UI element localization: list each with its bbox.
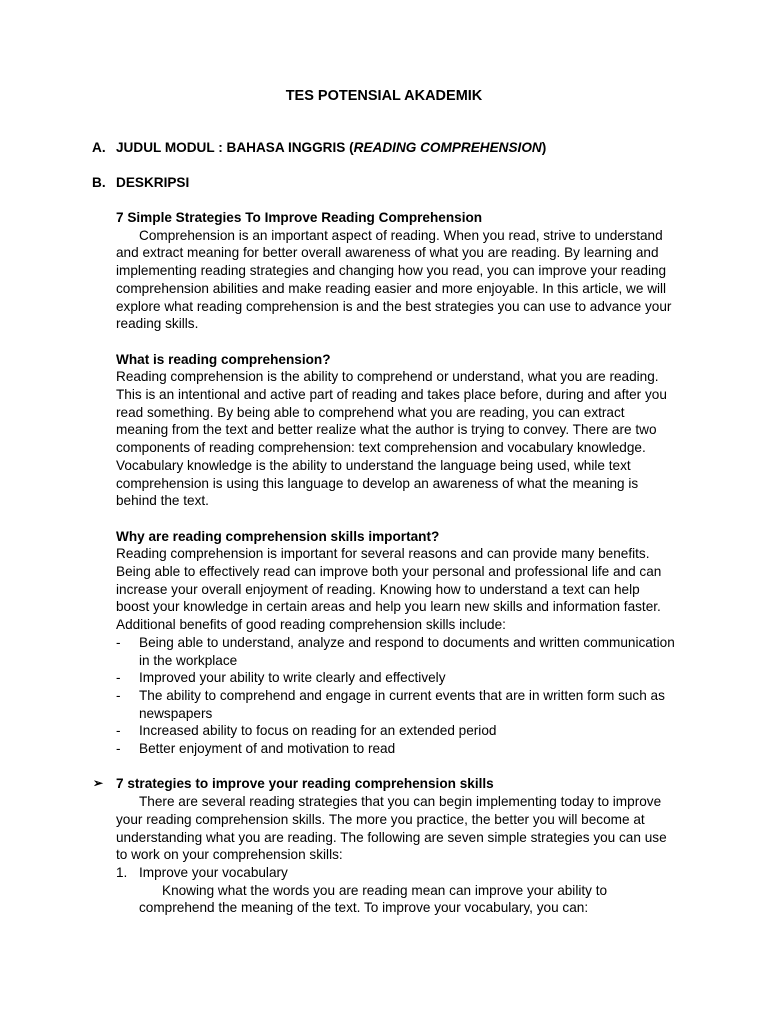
bullet-marker: - <box>116 634 121 650</box>
list-item: - Improved your ability to write clearly and effectively <box>116 670 446 686</box>
benefits-list <box>116 634 676 758</box>
what-is-heading: What is reading comprehension? <box>116 351 331 367</box>
list-item: - Increased ability to focus on reading for an extended period <box>116 723 497 739</box>
benefits-intro: Additional benefits of good reading comprehension skills include: <box>116 617 506 633</box>
section-b-label: DESKRIPSI <box>116 175 190 190</box>
section-a-heading <box>92 138 546 158</box>
strategies-list <box>116 864 676 882</box>
list-number: 1. <box>116 864 128 880</box>
strategy-title: Improve your vocabulary <box>139 864 288 880</box>
intro-paragraph: Comprehension is an important aspect of reading. When you read, strive to understand and extract meaning for better overall awareness of what you are reading. By learning and implementing reading strategies and changing how you read, you can improve your reading comprehension abilities and make reading easier and more enjoyable. In this article, we will explore what reading comprehension is and the best strategies you can use to advance your reading skills. <box>116 227 672 332</box>
document-title: TES POTENSIAL AKADEMIK <box>285 88 483 104</box>
bullet-marker: - <box>116 723 121 739</box>
arrow-bullet-icon: ➢ <box>93 776 104 791</box>
section-a-label: JUDUL MODUL : BAHASA INGGRIS ( <box>116 140 354 155</box>
why-heading: Why are reading comprehension skills important? <box>116 528 440 544</box>
bullet-marker: - <box>116 687 121 703</box>
document-body <box>93 209 676 917</box>
list-item: - Better enjoyment of and motivation to read <box>116 741 396 757</box>
list-item: - Being able to understand, analyze and respond to documents and written communication in the workplace <box>116 634 675 668</box>
why-paragraph: Reading comprehension is important for several reasons and can provide many benefits. Being able to effectively read can improve both your personal and professional life and can increase your overall enjoyment of reading. Knowing how to understand a text can help boost your knowledge in certain areas and help you learn new skills and information faster. <box>116 546 662 615</box>
bullet-marker: - <box>116 670 121 686</box>
section-a-close: ) <box>541 140 547 155</box>
strategies-heading: ➢ 7 strategies to improve your reading comprehension skills <box>93 776 494 792</box>
section-a-letter: A. <box>92 140 106 155</box>
what-is-paragraph: Reading comprehension is the ability to comprehend or understand, what you are reading. This is an intentional and active part of reading and takes place before, during and after you read something. By being able to comprehend what you are reading, you can extract meaning from the text and better realize what the author is trying to convey. There are two components of reading comprehension: text comprehension and vocabulary knowledge. Vocabulary knowledge is the ability to understand the language being used, while text comprehension is using this language to develop an awareness of what the meaning is behind the text. <box>116 369 667 509</box>
strategies-paragraph: There are several reading strategies that you can begin implementing today to improve your reading comprehension skills. The more you practice, the better you will become at understanding what you are reading. The following are seven simple strategies you can use to work on your comprehension skills: <box>116 794 667 863</box>
intro-heading: 7 Simple Strategies To Improve Reading Comprehension <box>116 210 483 225</box>
list-item <box>116 864 676 882</box>
bullet-marker: - <box>116 741 121 757</box>
section-b-letter: B. <box>92 175 106 190</box>
section-b-heading <box>92 173 189 193</box>
section-a-italic: READING COMPREHENSION <box>353 140 542 155</box>
list-item: - The ability to comprehend and engage in current events that are in written form such as newspapers <box>116 687 665 721</box>
strategy-paragraph: Knowing what the words you are reading mean can improve your ability to comprehend the meaning of the text. To improve your vocabulary, you can: <box>139 882 608 916</box>
